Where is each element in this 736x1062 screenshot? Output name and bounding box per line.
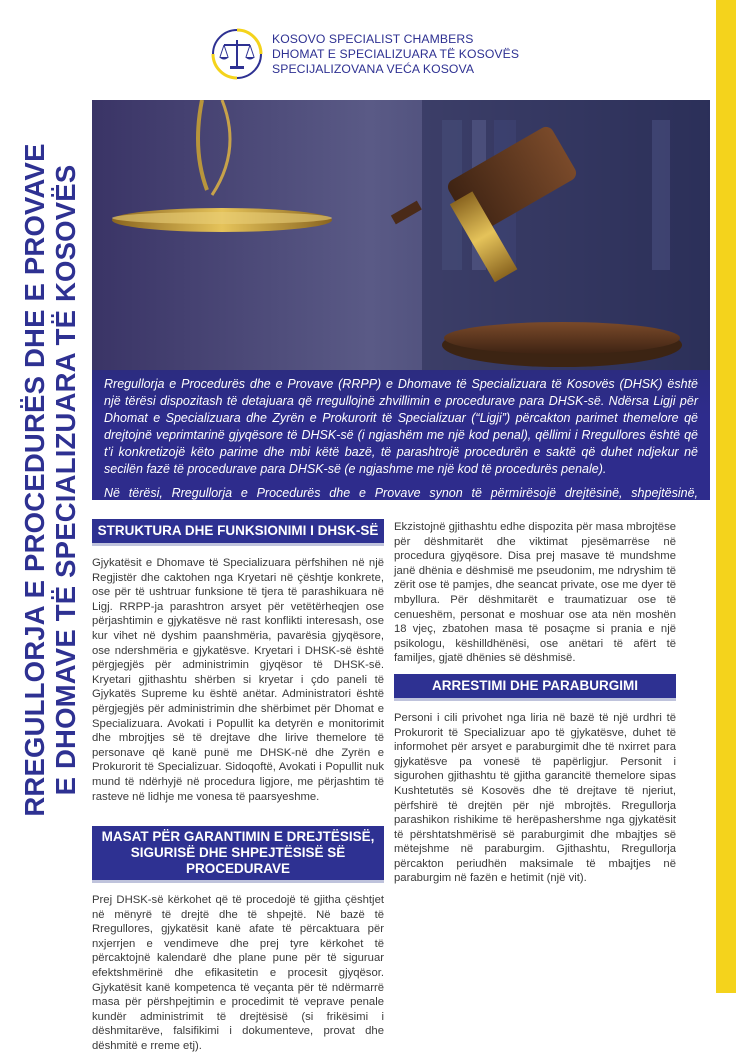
title-line-2: E DHOMAVE TË SPECIALIZUARA TË KOSOVËS: [50, 164, 81, 796]
section-body-guarantee-continued: Ekzistojnë gjithashtu edhe dispozita për masa mbrojtëse për dëshmitarët dhe viktimat pjesëmarrëse në procedura gjyqësore. Disa prej masave të mundshme janë dhënia e dëshmisë me pseudonim, me ndryshim të zërit ose të pamjes, dhe seancat private, ose me dyer të mbyllura. Për dëshmitarët e traumatizuar ose të cenueshëm, personat e moshuar ose ata nën moshën 18 vjeç, zbatohen masa të posaçme si prania e një psikologu, këshilldhënësi, ose anëtari të afërt të familjes, gjatë dhënies së dëshmisë.: [394, 521, 676, 665]
intro-box: [92, 370, 710, 500]
yellow-edge-strip: [716, 0, 736, 993]
org-name-albanian: DHOMAT E SPECIALIZUARA TË KOSOVËS: [272, 46, 520, 61]
scales-of-justice-icon: [210, 27, 264, 81]
left-column: [92, 519, 384, 1062]
org-name-english: KOSOVO SPECIALIST CHAMBERS: [272, 31, 474, 46]
header: [210, 25, 540, 83]
vertical-document-title: [18, 102, 82, 858]
section-heading-structure: STRUKTURA DHE FUNKSIONIMI I DHSK-SË: [92, 519, 384, 546]
organization-names: [272, 32, 519, 77]
section-body-guarantee: Prej DHSK-së kërkohet që të procedojë të gjitha çështjet në mënyrë të drejtë dhe të shpejtë. Në bazë të Rregullores, gjykatësit kanë afate të përcaktuara për nxjerrjen e vendimeve dhe prej tyre kërkohet të përcaktojnë kalendarë dhe plane pune për të siguruar efektshmërinë dhe efikasitetin e procesit gjyqësor. Gjykatësit kanë kompetenca të veçanta për të ndërmarrë masa për përshpejtimin e procedimit të veprave penale kundër administrimit të drejtësisë (si frikësimi i dëshmitarëve, falsifikimi i dokumenteve, provat dhe dëshmitë e rreme etj).: [92, 894, 384, 1053]
gavel-photo: [92, 100, 710, 370]
hero-banner: [92, 100, 710, 500]
section-heading-guarantee: MASAT PËR GARANTIMIN E DREJTËSISË, SIGURISË DHE SHPEJTËSISË SË PROCEDURAVE: [92, 826, 384, 883]
section-heading-arrest: ARRESTIMI DHE PARABURGIMI: [394, 674, 676, 701]
right-column: [394, 520, 676, 894]
section-body-structure: Gjykatësit e Dhomave të Specializuara përfshihen në një Regjistër dhe caktohen nga Kryetari në çështje konkrete, ose për të ushtruar funksione të tjera të parashikuara në Ligj. RRPP-ja parashtron arsyet për vetëtërheqjen ose përjashtimin e gjykatësve në rast konflikti interesash, ose kur vihet në dyshim paanshmëria, pavarësia gjyqësore, ose ndershmëria e gjykatësve. Kryetari i DHSK-së është përgjegjës për administrimin gjyqësor të DHSK-së. Kryetari gjithashtu shërben si kryetar i çdo paneli të Gjykatës Supreme ku është anëtar. Administratori është përgjegjës për administrimin dhe shërbimet për Dhomat e Specializuara. Avokati i Popullit ka detyrën e monitorimit dhe mbrojtjes së të drejtave dhe lirive themelore të personave që kanë punë me DHSK-në dhe Zyrën e Prokurorit të Specializuar. Sidoqoftë, Avokati i Popullit nuk mund të ndërhyjë në procedura ligjore, me përjashtim të rasteve në lidhje me vonesa të paarsyeshme.: [92, 557, 384, 803]
section-body-arrest: Personi i cili privohet nga liria në bazë të një urdhri të Prokurorit të Specializuar apo të gjykatësve, duhet të informohet për arsyet e paraburgimit dhe të nxirret para gjykatësve pa vonesë të papërligjur. Personit i sigurohen gjithashtu të gjitha garancitë themelore sipas Kushtetutës së Kosovës dhe të drejtave të njeriut, përfshirë të drejtën për një mbrojtës. Rregullorja parashikon rishikime të herëpashershme nga gjykatësit të përshtatshmërisë së paraburgimit dhe mbajtjes së mëtejshme në paraburgim. Gjithashtu, Rregullorja përcakton periudhën maksimale të mbajtjes në paraburgim në fazën e hetimit (një vit).: [394, 711, 676, 885]
intro-paragraph-1: Rregullorja e Procedurës dhe e Provave (RRPP) e Dhomave të Specializuara të Kosovës (DHSK) është një tërësi dispozitash të detajuara që rregullojnë zhvillimin e procedurave para DHSK-së. Ndërsa Ligji për Dhomat e Specializuara dhe Zyrën e Prokurorit të Specializuar (“Ligji”) përcakton parimet themelore që drejtojnë veprimtarinë gjyqësore të DHSK-së (i ngjashëm me një kod penal), qëllimi i Rregullores është që t’i konkretizojë këto parime dhe mbi këtë bazë, të parashtrojë procedurën e saktë që duhet ndjekur në secilën fazë të procedurave para DHSK-së (e ngjashme me një kod të procedurës penale).: [104, 377, 698, 476]
org-name-serbian: SPECIJALIZOVANA VEĆA KOSOVA: [272, 61, 475, 76]
intro-paragraph-2: Në tërësi, Rregullorja e Procedurës dhe e Provave synon të përmirësojë drejtësinë, shpejtësinë,: [104, 486, 698, 500]
title-line-1: RREGULLORJA E PROCEDURËS DHE E PROVAVE: [19, 143, 50, 817]
